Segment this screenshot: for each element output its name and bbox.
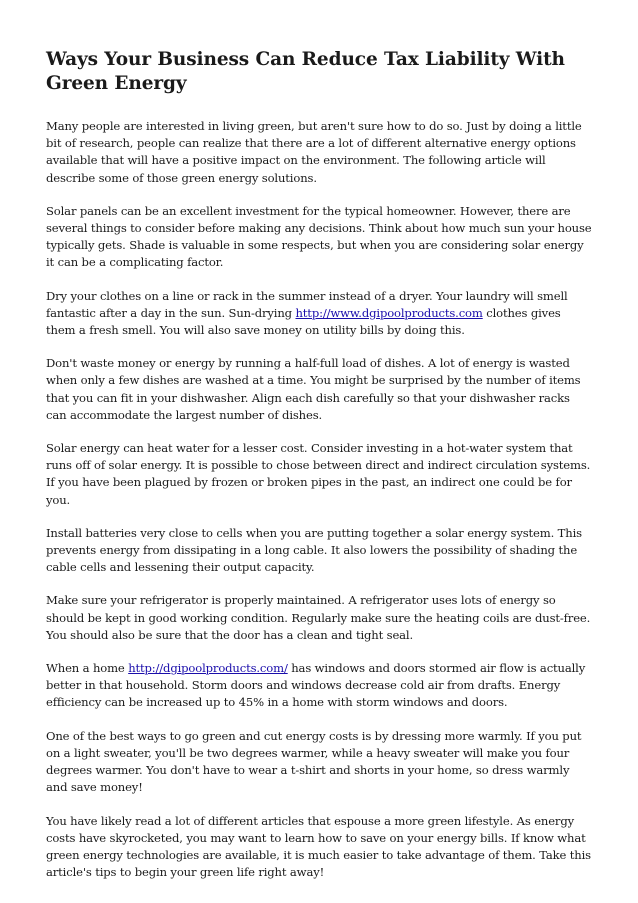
document-title: Ways Your Business Can Reduce Tax Liability With Green Energy xyxy=(46,49,565,94)
paragraph-8 xyxy=(46,660,592,712)
paragraph-3-text-before: Dry your clothes on a line or rack in the summer instead of a dryer. Your laundry will smell fantastic after a day in the sun. Sun-drying xyxy=(46,288,568,320)
link-dgipoolproducts-www[interactable]: http://www.dgipoolproducts.com xyxy=(295,305,483,320)
paragraph-6: Install batteries very close to cells when you are putting together a solar energy system. This prevents energy from dissipating in a long cable. It also lowers the possibility of shading the cable cells and lessening their output capacity. xyxy=(46,525,582,575)
paragraph-4: Don't waste money or energy by running a half-full load of dishes. A lot of energy is wasted when only a few dishes are washed at a time. You might be surprised by the number of items that you can fit in your dishwasher. Align each dish carefully so that your dishwasher racks can accommodate the largest number of dishes. xyxy=(46,356,581,422)
paragraph-5: Solar energy can heat water for a lesser cost. Consider investing in a hot-water system that runs off of solar energy. It is possible to chose between direct and indirect circulation systems. If you have been plagued by frozen or broken pipes in the past, an indirect one could be for you. xyxy=(46,441,591,507)
paragraph-10: You have likely read a lot of different articles that espouse a more green lifestyle. As energy costs have skyrocketed, you may want to learn how to save on your energy bills. If know what green energy technologies are available, it is much easier to take advantage of them. Take this article's tips to begin your green life right away! xyxy=(46,813,591,880)
paragraph-8-text-after: has windows and doors stormed air flow is actually better in that household. Storm doors and windows decrease cold air from drafts. Energy efficiency can be increased up to 45% in a home with storm windows and doors. xyxy=(46,661,586,710)
paragraph-8-text-before: When a home xyxy=(46,661,129,676)
paragraph-9: One of the best ways to go green and cut energy costs is by dressing more warmly. If you put on a light sweater, you'll be two degrees warmer, while a heavy sweater will make you four degrees warmer. You don't have to wear a t-shirt and shorts in your home, so dress warmly and save money! xyxy=(46,728,582,795)
paragraph-2: Solar panels can be an excellent investment for the typical homeowner. However, there are several things to consider before making any decisions. Think about how much sun your house typically gets. Shade is valuable in some respects, but when you are considering solar energy it can be a complicating factor. xyxy=(46,203,592,270)
paragraph-7: Make sure your refrigerator is properly maintained. A refrigerator uses lots of energy so should be kept in good working condition. Regularly make sure the heating coils are dust-free. You should also be sure that the door has a clean and tight seal. xyxy=(46,593,591,642)
link-dgipoolproducts[interactable]: http://dgipoolproducts.com/ xyxy=(128,661,288,676)
paragraph-1: Many people are interested in living green, but aren't sure how to do so. Just by doing a little bit of research, people can realize that there are a lot of different alternative energy options available that will have a positive impact on the environment. The following article will describe some of those green energy solutions. xyxy=(46,119,582,185)
paragraph-3 xyxy=(46,288,592,340)
paragraph-3-text-after: clothes gives them a fresh smell. You will also save money on utility bills by doing this. xyxy=(46,305,561,338)
